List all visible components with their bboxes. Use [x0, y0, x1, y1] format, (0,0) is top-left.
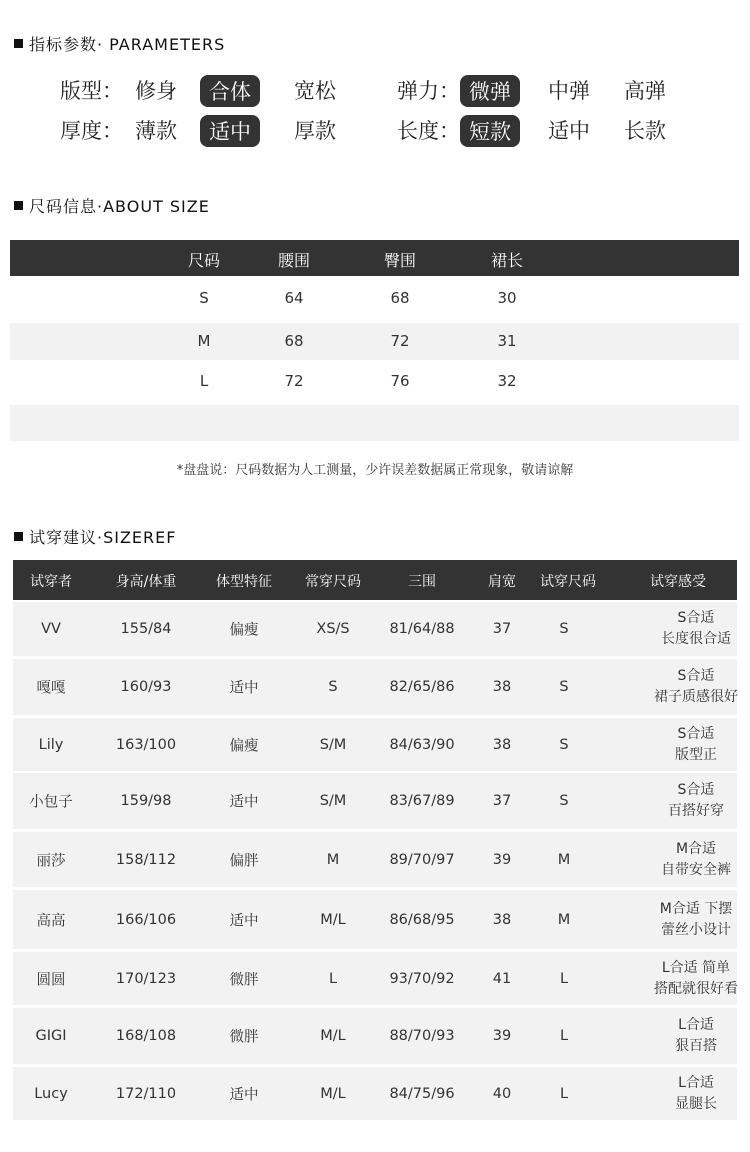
square-bullet-icon	[14, 39, 23, 48]
tryon-cell-hw: 168/108	[115, 1028, 177, 1044]
size-cell: 72	[284, 372, 304, 390]
tryon-cell-name: GIGI	[35, 1028, 67, 1044]
tryon-table-row	[13, 1067, 737, 1120]
tryon-cell-hw: 155/84	[120, 621, 172, 637]
tryon-cell-try: L	[559, 1028, 569, 1044]
tryon-cell-bwh: 88/70/93	[389, 1028, 455, 1044]
tryon-cell-name: 高高	[36, 913, 66, 929]
size-table-header	[10, 240, 739, 276]
tryon-header-cell: 常穿尺码	[305, 574, 361, 590]
tryon-cell-hw: 159/98	[120, 793, 172, 809]
tryon-table-row	[13, 832, 737, 887]
tryon-cell-try: S	[559, 736, 569, 753]
size-header-cell: 臀围	[383, 251, 417, 270]
tryon-cell-try: M	[557, 911, 571, 928]
tryon-table-row	[13, 773, 737, 829]
tryon-feel-line2: 自带安全裤	[661, 861, 731, 878]
param-label-fit: 版型：	[60, 79, 123, 103]
tryon-cell-body: 适中	[229, 794, 259, 811]
parameters-title-text: 指标参数· PARAMETERS	[29, 35, 226, 54]
tryon-feel-line2: 裙子质感很好	[654, 689, 738, 705]
tryon-table-row	[13, 718, 737, 771]
tryon-section-title	[14, 525, 176, 548]
size-section-title	[14, 194, 210, 217]
tryon-cell-feel	[660, 899, 733, 941]
tryon-cell-bwh: 83/67/89	[389, 793, 455, 809]
param-row-fit-elasticity	[0, 75, 750, 105]
size-cell: S	[199, 289, 209, 307]
tryon-table-row	[13, 659, 737, 715]
size-title-text: 尺码信息·ABOUT SIZE	[29, 197, 210, 216]
tryon-cell-try: L	[559, 970, 569, 987]
size-cell: 76	[390, 372, 410, 390]
tryon-feel-line1: S合适	[677, 610, 715, 626]
size-table-empty-row	[10, 405, 739, 441]
size-table-row	[10, 363, 739, 400]
tryon-feel-line2: 蕾丝小设计	[661, 921, 731, 938]
parameters-section-title	[14, 32, 225, 55]
tryon-feel-line2: 狠百搭	[675, 1038, 717, 1054]
tryon-cell-feel	[654, 666, 738, 708]
tryon-header-cell: 三围	[408, 574, 436, 590]
square-bullet-icon	[14, 532, 23, 541]
tryon-header-cell: 肩宽	[488, 574, 516, 590]
param-label-length: 长度：	[397, 119, 460, 143]
size-cell: 31	[497, 332, 517, 350]
size-table-row	[10, 280, 739, 317]
tryon-table-row	[13, 602, 737, 656]
param-label-elasticity: 弹力：	[397, 79, 460, 103]
tryon-cell-shoulder: 38	[492, 736, 512, 753]
tryon-feel-line1: M合适 下摆	[659, 900, 733, 917]
size-table-row	[10, 323, 739, 360]
tryon-feel-line1: L合适	[678, 1074, 714, 1091]
param-label-thickness: 厚度：	[60, 119, 123, 143]
tryon-cell-usual: M/L	[320, 1085, 346, 1102]
tryon-cell-try: S	[559, 621, 569, 637]
param-option: 高弹	[624, 79, 666, 103]
tryon-header-cell: 体型特征	[216, 574, 272, 590]
tryon-cell-usual: L	[328, 970, 338, 987]
tryon-cell-shoulder: 37	[492, 621, 512, 637]
size-cell: 68	[284, 332, 304, 350]
tryon-cell-name: 嘎嘎	[36, 680, 66, 697]
tryon-cell-try: S	[559, 793, 569, 809]
tryon-cell-shoulder: 41	[492, 970, 512, 987]
tryon-cell-usual: M/L	[320, 1028, 346, 1044]
tryon-cell-usual: S/M	[319, 793, 347, 809]
tryon-cell-feel	[654, 958, 738, 1000]
tryon-feel-line1: M合适	[675, 840, 717, 857]
tryon-cell-usual: S	[328, 679, 338, 695]
tryon-cell-hw: 172/110	[115, 1085, 177, 1102]
tryon-cell-body: 偏胖	[229, 853, 259, 869]
tryon-header-cell: 试穿感受	[650, 574, 706, 590]
tryon-cell-feel	[675, 1015, 717, 1057]
tryon-cell-name: VV	[41, 621, 61, 637]
tryon-cell-feel	[675, 724, 717, 766]
size-cell: L	[199, 372, 209, 390]
tryon-cell-bwh: 81/64/88	[389, 621, 455, 637]
size-cell: 30	[497, 289, 517, 307]
param-option: 适中	[548, 119, 590, 143]
tryon-feel-line2: 长度很合适	[661, 631, 731, 647]
size-header-cell: 裙长	[490, 251, 524, 270]
size-cell: M	[197, 332, 211, 350]
param-option: 修身	[135, 79, 177, 103]
param-option: 长款	[624, 119, 666, 143]
tryon-header-cell: 身高/体重	[115, 574, 177, 590]
tryon-cell-shoulder: 39	[492, 851, 512, 868]
tryon-cell-bwh: 89/70/97	[389, 851, 455, 868]
param-option: 中弹	[548, 79, 590, 103]
tryon-cell-name: 丽莎	[36, 853, 66, 869]
tryon-cell-body: 适中	[229, 1087, 259, 1103]
param-option-selected: 短款	[460, 115, 520, 147]
tryon-cell-body: 偏瘦	[229, 738, 259, 754]
tryon-cell-hw: 163/100	[115, 736, 177, 753]
param-row-thickness-length	[0, 115, 750, 145]
tryon-cell-bwh: 84/63/90	[389, 736, 455, 753]
tryon-feel-line1: S合适	[677, 782, 715, 798]
tryon-header-cell: 试穿尺码	[540, 574, 596, 590]
tryon-table-header	[13, 560, 737, 600]
tryon-cell-shoulder: 38	[492, 679, 512, 695]
tryon-cell-body: 适中	[229, 913, 259, 929]
tryon-feel-line1: L合适 简单	[661, 959, 731, 976]
size-header-cell: 尺码	[187, 251, 221, 270]
tryon-cell-feel	[675, 1073, 717, 1115]
param-option: 薄款	[135, 119, 177, 143]
size-header-cell: 腰围	[277, 251, 311, 270]
tryon-cell-feel	[661, 608, 731, 650]
tryon-cell-hw: 166/106	[115, 911, 177, 928]
tryon-cell-bwh: 84/75/96	[389, 1085, 455, 1102]
tryon-cell-body: 微胖	[229, 1029, 259, 1046]
tryon-cell-hw: 160/93	[120, 679, 172, 695]
tryon-cell-bwh: 86/68/95	[389, 911, 455, 928]
tryon-cell-name: Lily	[38, 736, 64, 753]
tryon-cell-body: 偏瘦	[229, 622, 259, 639]
tryon-cell-shoulder: 37	[492, 793, 512, 809]
tryon-cell-body: 适中	[229, 680, 259, 697]
tryon-cell-name: 圆圆	[36, 972, 66, 988]
param-option: 厚款	[294, 119, 336, 143]
tryon-feel-line1: S合适	[677, 668, 715, 684]
tryon-feel-line1: L合适	[678, 1017, 714, 1033]
size-cell: 64	[284, 289, 304, 307]
tryon-feel-line2: 百搭好穿	[668, 803, 724, 819]
size-cell: 72	[390, 332, 410, 350]
tryon-feel-line1: S合适	[677, 725, 715, 742]
tryon-table-row	[13, 1008, 737, 1064]
tryon-table-row	[13, 890, 737, 949]
tryon-cell-body: 微胖	[229, 972, 259, 988]
tryon-cell-feel	[668, 780, 724, 822]
tryon-cell-shoulder: 39	[492, 1028, 512, 1044]
tryon-cell-shoulder: 38	[492, 911, 512, 928]
square-bullet-icon	[14, 201, 23, 210]
tryon-cell-hw: 170/123	[115, 970, 177, 987]
tryon-cell-name: Lucy	[34, 1085, 68, 1102]
tryon-cell-usual: XS/S	[316, 621, 350, 637]
tryon-cell-name: 小包子	[29, 794, 73, 811]
tryon-cell-try: L	[559, 1085, 569, 1102]
tryon-table-row	[13, 952, 737, 1005]
tryon-title-text: 试穿建议·SIZEREF	[29, 528, 177, 547]
tryon-cell-usual: M	[326, 851, 340, 868]
tryon-feel-line2: 搭配就很好看	[654, 980, 738, 997]
tryon-cell-try: M	[557, 851, 571, 868]
param-option-selected: 适中	[200, 115, 260, 147]
tryon-cell-bwh: 82/65/86	[389, 679, 455, 695]
tryon-cell-bwh: 93/70/92	[389, 970, 455, 987]
tryon-cell-usual: S/M	[319, 736, 347, 753]
param-option: 宽松	[294, 79, 336, 103]
tryon-cell-try: S	[559, 679, 569, 695]
tryon-header-cell: 试穿者	[30, 574, 72, 590]
size-cell: 32	[497, 372, 517, 390]
tryon-cell-hw: 158/112	[115, 851, 177, 868]
tryon-cell-usual: M/L	[320, 911, 346, 928]
tryon-feel-line2: 版型正	[675, 746, 717, 763]
tryon-cell-feel	[661, 839, 731, 881]
param-option-selected: 微弹	[460, 75, 520, 107]
param-option-selected: 合体	[200, 75, 260, 107]
size-cell: 68	[390, 289, 410, 307]
tryon-cell-shoulder: 40	[492, 1085, 512, 1102]
tryon-feel-line2: 显腿长	[675, 1095, 717, 1112]
size-note: *盘盘说：尺码数据为人工测量，少许误差数据属正常现象，敬请谅解	[176, 463, 574, 478]
